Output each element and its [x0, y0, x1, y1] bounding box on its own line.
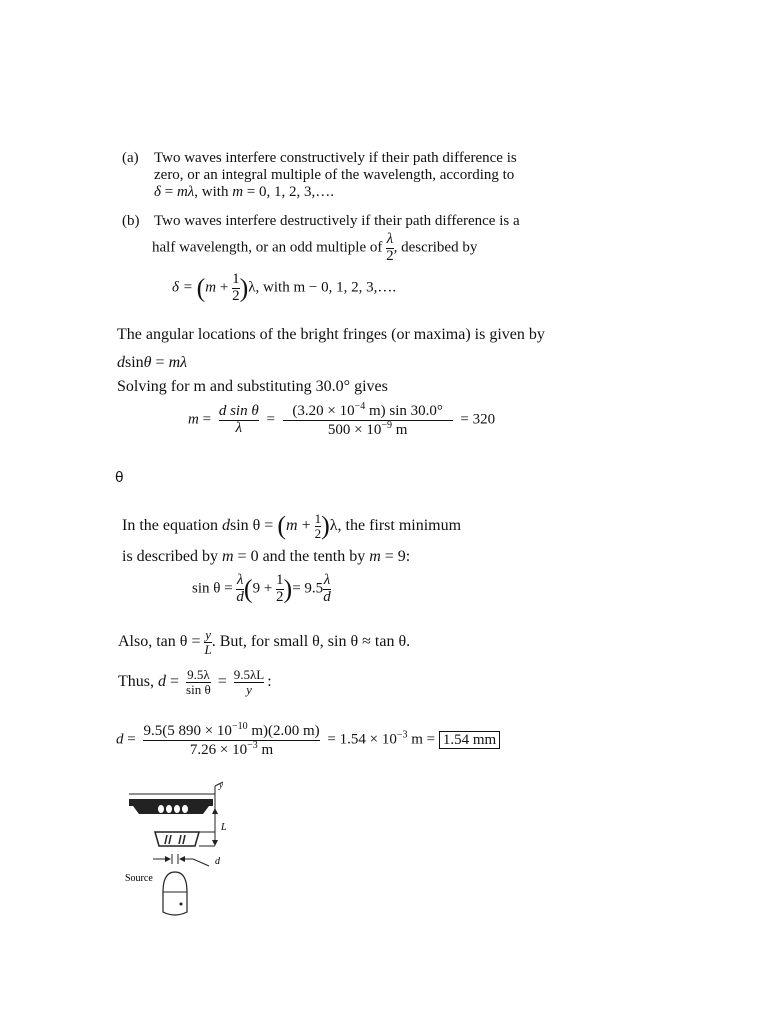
tan-line: Also, tan θ = $\frac{y}{L}$ . But, for small θ, sin θ ≈ tan θ. [118, 627, 411, 657]
part-a-line3: δ = mλ, with m = 0, 1, 2, 3,…. [154, 184, 335, 200]
minimum-equation-line: In the equation dsin θ = (m + $\frac{1}{2}$ )λ, the first minimum [122, 511, 462, 541]
thus-line: Thus, d = $\frac{9.5\lambda}{\text{sin θ}}$ = $\frac{9.5\lambda L}{y}$ : [118, 667, 272, 697]
svg-text:Source: Source [125, 873, 153, 884]
minimum-described: is described by m = 0 and the tenth by m = 9: [122, 548, 411, 565]
double-slit-figure [115, 780, 245, 920]
answer-box: 1.54 mm [439, 731, 500, 749]
part-b-label: (b) [122, 213, 140, 229]
part-a [122, 150, 139, 167]
light-source [163, 872, 187, 915]
part-b-line2: half wavelength, or an odd multiple of $\frac{\lambda}{2}$ , described by [152, 231, 478, 264]
bright-fringes-sentence: The angular locations of the bright fringes (or maxima) is given by [117, 326, 545, 343]
svg-text:y: y [219, 780, 223, 790]
solving-sentence: Solving for m and substituting 30.0° gives [117, 378, 388, 395]
m-equation: m = $\frac{\text{d sin θ}}{\lambda}$ = $\frac{(3.20 \times 10^{-4} m) \sin 30.0^\circ}{500 \times 10^{-9} m}$ = 320 [188, 401, 496, 438]
part-a-line1: Two waves interfere constructively if their path difference is [154, 150, 517, 166]
part-a-label: (a) [122, 150, 139, 166]
part-a-text [154, 150, 517, 201]
theta-symbol: θ [115, 470, 124, 486]
part-a-line2: zero, or an integral multiple of the wavelength, according to [154, 167, 515, 183]
destructive-equation: δ = (m + $\frac{1}{2}$ )λ, with m − 0, 1, 2, 3,…. [172, 271, 397, 304]
bright-equation: dsinθ = mλ [117, 354, 188, 371]
screen [129, 799, 213, 806]
svg-text:L: L [221, 822, 227, 833]
part-b-line1: Two waves interfere destructively if their path difference is a [154, 213, 520, 229]
slit-barrier [155, 832, 199, 846]
lambda-over-2: $\frac{\lambda}{2}$ [386, 231, 394, 264]
final-equation: d = $\frac{9.5(5 890 \times 10^{-10} m)(2.00 m)}{7.26 \times 10^{-3} m}$ = $1.54 \times 10^{-3}$ m = 1.54 mm [116, 722, 500, 759]
svg-text:d: d [215, 856, 220, 867]
sin-theta-equation: sin θ = $\frac{\lambda}{d}$ (9 + $\frac{1}{2}$ )= 9.5 $\frac{\lambda}{d}$ [192, 572, 331, 605]
